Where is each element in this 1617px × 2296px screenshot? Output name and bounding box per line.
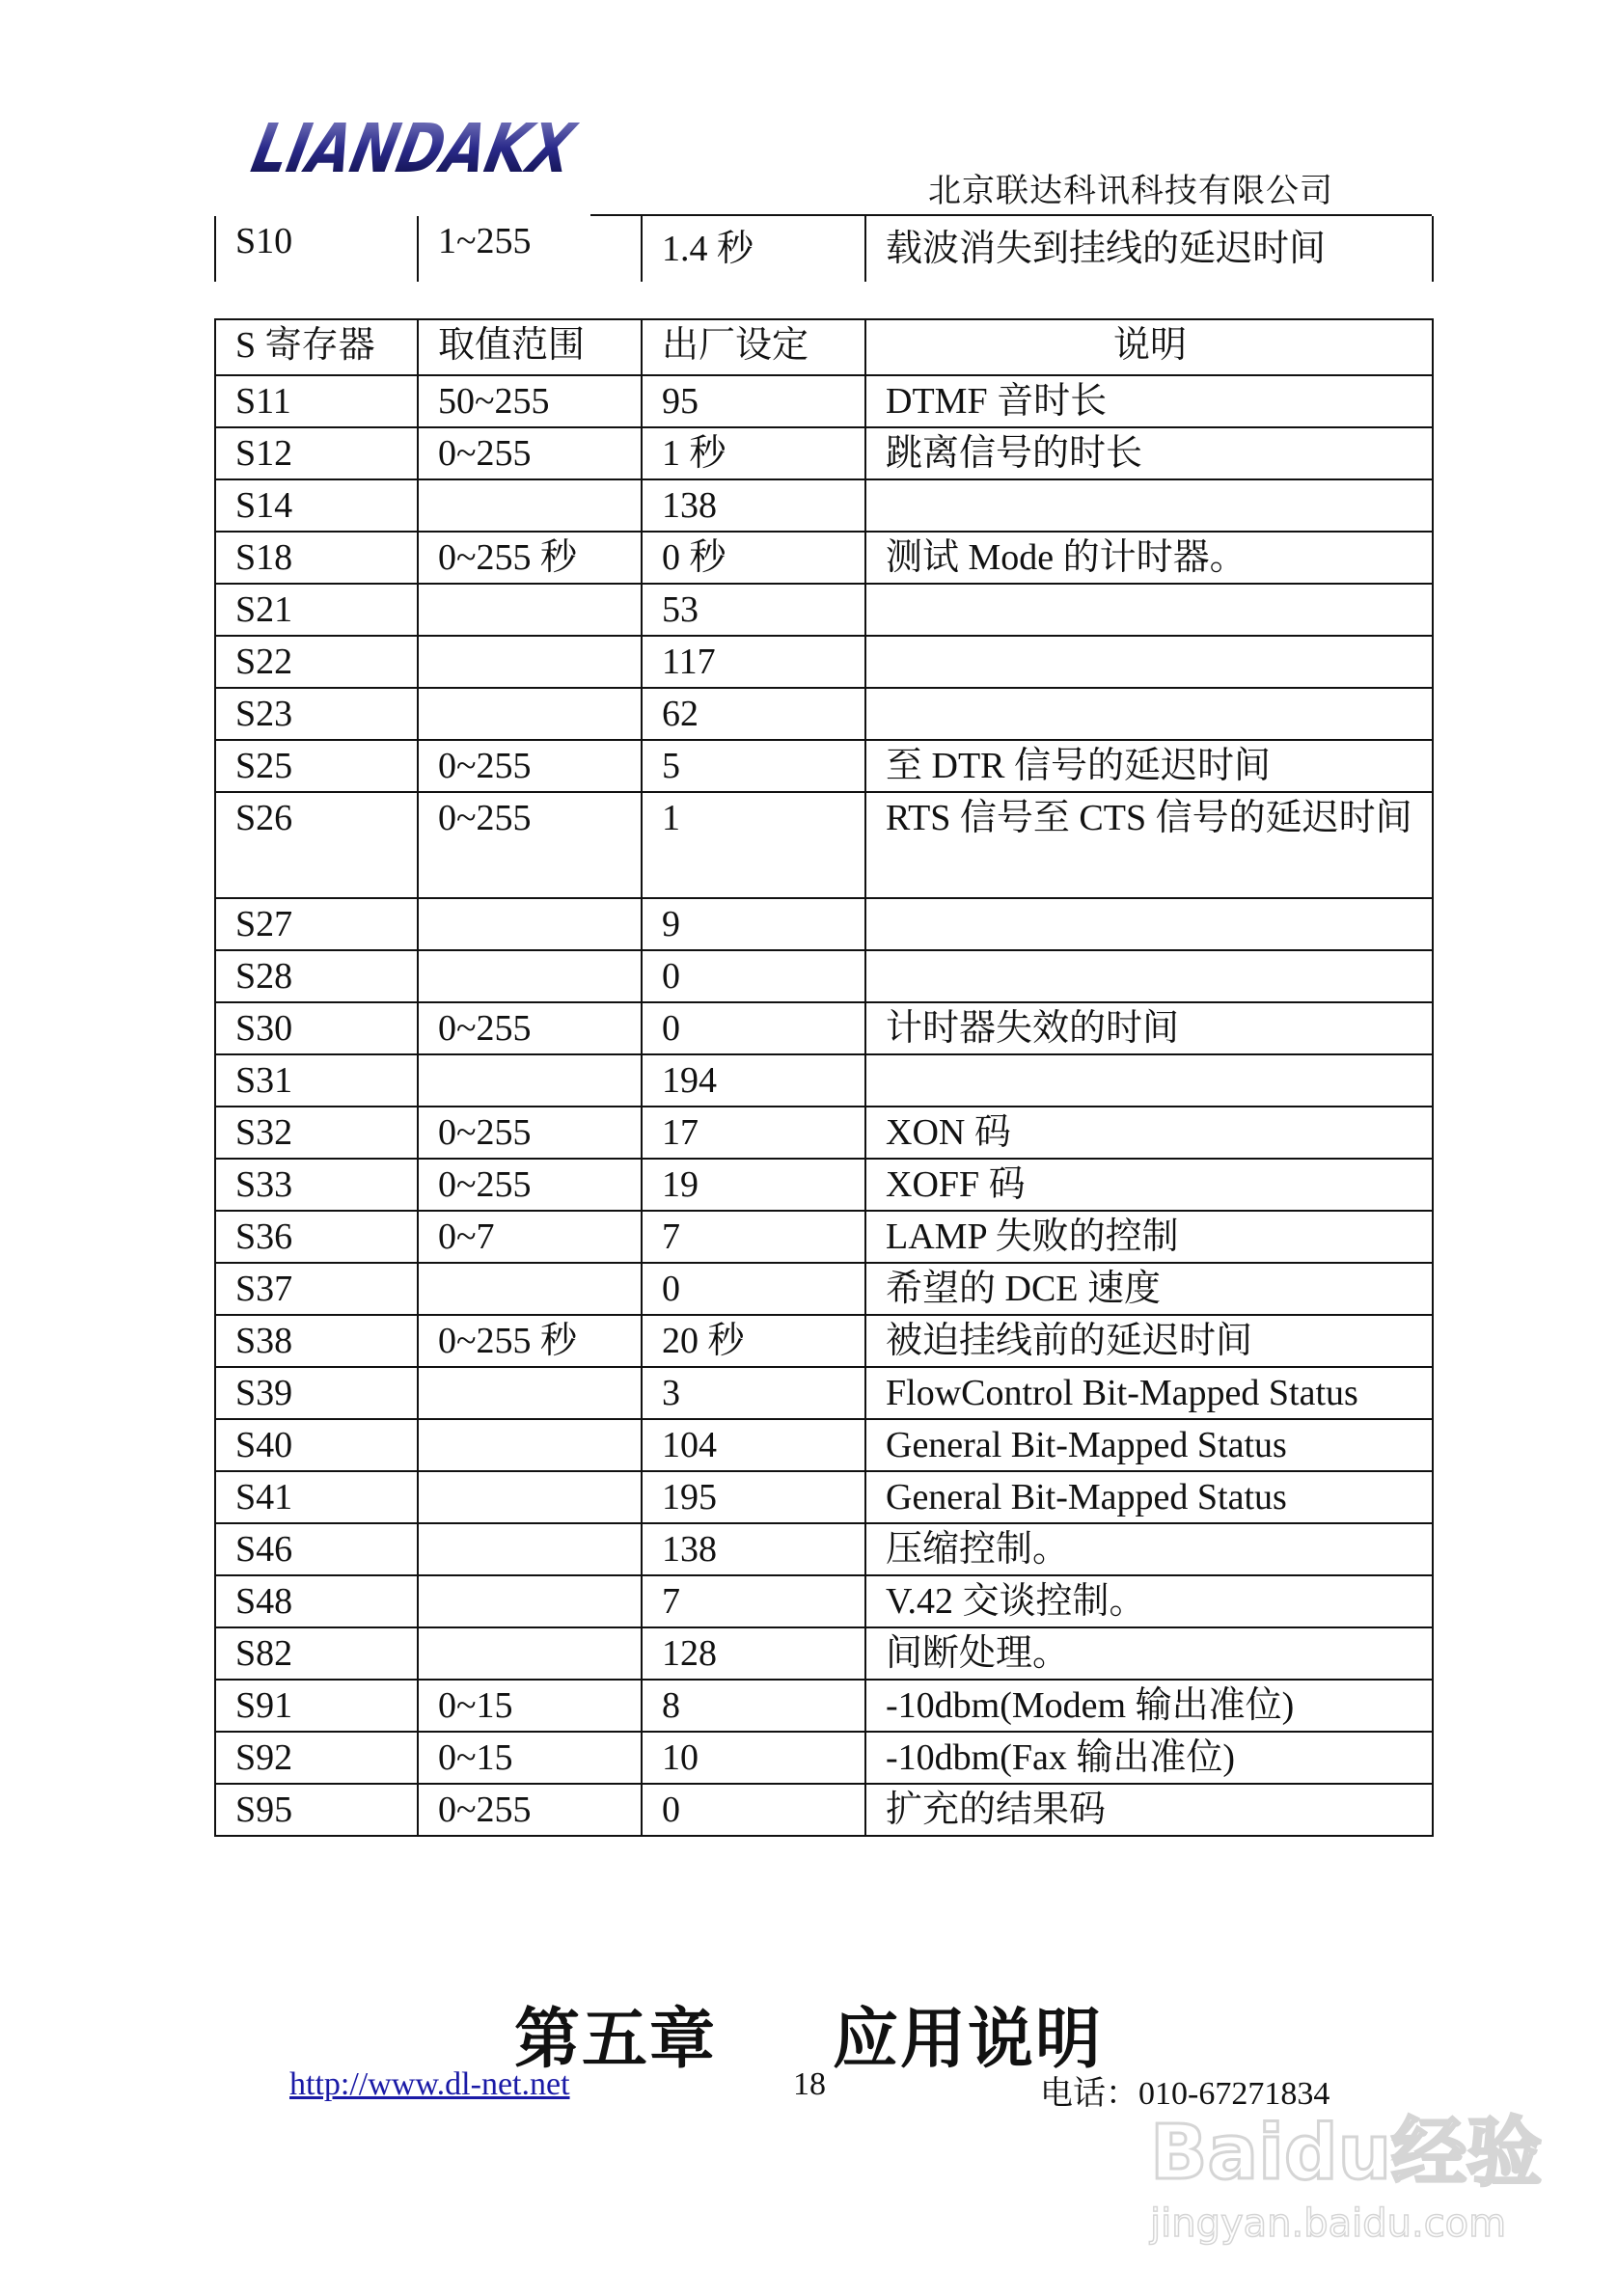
- range-cell: 1~255: [418, 216, 642, 282]
- register-cell: S48: [215, 1575, 418, 1627]
- default-cell: 104: [642, 1419, 865, 1471]
- default-cell: 0: [642, 950, 865, 1002]
- continued-table: [214, 216, 1434, 282]
- default-cell: 0: [642, 1002, 865, 1054]
- table-row: [215, 1315, 1433, 1367]
- svg-text:jingyan.baidu.com: jingyan.baidu.com: [1150, 2201, 1507, 2246]
- table-row: [215, 636, 1433, 688]
- range-cell: [418, 950, 642, 1002]
- register-cell: S41: [215, 1471, 418, 1523]
- column-header: 说明: [865, 319, 1433, 375]
- description-cell: 希望的 DCE 速度: [865, 1263, 1433, 1315]
- description-cell: FlowControl Bit-Mapped Status: [865, 1367, 1433, 1419]
- description-cell: 间断处理。: [865, 1627, 1433, 1680]
- range-cell: 0~255: [418, 1159, 642, 1211]
- register-cell: S21: [215, 584, 418, 636]
- range-cell: [418, 1471, 642, 1523]
- default-cell: 62: [642, 688, 865, 740]
- chapter-number: 第五章: [513, 2002, 717, 2078]
- default-cell: 5: [642, 740, 865, 792]
- range-cell: 0~255: [418, 427, 642, 479]
- description-cell: [865, 950, 1433, 1002]
- table-row: [215, 1575, 1433, 1627]
- table-row: [215, 792, 1433, 898]
- table-row: [215, 1107, 1433, 1159]
- register-cell: S18: [215, 532, 418, 584]
- table-row: [215, 688, 1433, 740]
- description-cell: [865, 584, 1433, 636]
- range-cell: 0~255: [418, 1107, 642, 1159]
- default-cell: 117: [642, 636, 865, 688]
- company-logo: [245, 108, 652, 195]
- table-row: [215, 1054, 1433, 1107]
- range-cell: 0~15: [418, 1680, 642, 1732]
- description-cell: 计时器失效的时间: [865, 1002, 1433, 1054]
- phone-number: 电话：010-67271834: [1040, 2076, 1330, 2112]
- register-cell: S39: [215, 1367, 418, 1419]
- register-cell: S31: [215, 1054, 418, 1107]
- description-cell: XON 码: [865, 1107, 1433, 1159]
- default-cell: 1: [642, 792, 865, 898]
- default-cell: 128: [642, 1627, 865, 1680]
- column-header: 出厂设定: [642, 319, 865, 375]
- default-cell: 7: [642, 1211, 865, 1263]
- register-cell: S23: [215, 688, 418, 740]
- default-cell: 20 秒: [642, 1315, 865, 1367]
- range-cell: [418, 1367, 642, 1419]
- range-cell: 0~255 秒: [418, 1315, 642, 1367]
- range-cell: [418, 584, 642, 636]
- column-header: 取值范围: [418, 319, 642, 375]
- description-cell: General Bit-Mapped Status: [865, 1419, 1433, 1471]
- default-cell: 0: [642, 1784, 865, 1836]
- register-cell: S30: [215, 1002, 418, 1054]
- table-row: [215, 427, 1433, 479]
- range-cell: 0~7: [418, 1211, 642, 1263]
- page-number: 18: [793, 2066, 826, 2102]
- table-row: [215, 1784, 1433, 1836]
- table-row: [215, 1211, 1433, 1263]
- register-cell: S95: [215, 1784, 418, 1836]
- description-cell: LAMP 失败的控制: [865, 1211, 1433, 1263]
- register-cell: S33: [215, 1159, 418, 1211]
- range-cell: 0~255: [418, 740, 642, 792]
- range-cell: [418, 898, 642, 950]
- range-cell: 0~255: [418, 1002, 642, 1054]
- range-cell: [418, 1054, 642, 1107]
- baidu-watermark: [1150, 2091, 1543, 2255]
- svg-text:Baidu经验: Baidu经验: [1150, 2110, 1543, 2197]
- register-cell: S27: [215, 898, 418, 950]
- register-cell: S26: [215, 792, 418, 898]
- register-cell: S32: [215, 1107, 418, 1159]
- register-cell: S10: [215, 216, 418, 282]
- register-cell: S37: [215, 1263, 418, 1315]
- range-cell: 0~255: [418, 1784, 642, 1836]
- default-cell: 19: [642, 1159, 865, 1211]
- table-row: [215, 1732, 1433, 1784]
- range-cell: [418, 1575, 642, 1627]
- column-header: S 寄存器: [215, 319, 418, 375]
- table-row: [215, 532, 1433, 584]
- default-cell: 194: [642, 1054, 865, 1107]
- table-header-row: [215, 319, 1433, 375]
- table-row: [215, 898, 1433, 950]
- table-row: [215, 216, 1433, 282]
- description-cell: RTS 信号至 CTS 信号的延迟时间: [865, 792, 1433, 898]
- default-cell: 9: [642, 898, 865, 950]
- default-cell: 8: [642, 1680, 865, 1732]
- table-row: [215, 375, 1433, 427]
- svg-text:LIANDAKX: LIANDAKX: [245, 108, 652, 188]
- register-cell: S38: [215, 1315, 418, 1367]
- description-cell: [865, 1054, 1433, 1107]
- register-cell: S11: [215, 375, 418, 427]
- register-cell: S25: [215, 740, 418, 792]
- s-register-table: [214, 318, 1434, 1837]
- description-cell: -10dbm(Modem 输出准位): [865, 1680, 1433, 1732]
- default-cell: 17: [642, 1107, 865, 1159]
- default-cell: 138: [642, 1523, 865, 1575]
- table-row: [215, 1419, 1433, 1471]
- description-cell: 测试 Mode 的计时器。: [865, 532, 1433, 584]
- range-cell: 50~255: [418, 375, 642, 427]
- range-cell: 0~255: [418, 792, 642, 898]
- default-cell: 10: [642, 1732, 865, 1784]
- description-cell: V.42 交谈控制。: [865, 1575, 1433, 1627]
- register-cell: S46: [215, 1523, 418, 1575]
- range-cell: [418, 1263, 642, 1315]
- register-cell: S91: [215, 1680, 418, 1732]
- range-cell: [418, 1627, 642, 1680]
- table-body: [215, 319, 1433, 1836]
- description-cell: 跳离信号的时长: [865, 427, 1433, 479]
- description-cell: General Bit-Mapped Status: [865, 1471, 1433, 1523]
- range-cell: [418, 636, 642, 688]
- description-cell: DTMF 音时长: [865, 375, 1433, 427]
- table-row: [215, 950, 1433, 1002]
- description-cell: [865, 688, 1433, 740]
- description-cell: [865, 898, 1433, 950]
- range-cell: [418, 1523, 642, 1575]
- table-row: [215, 1471, 1433, 1523]
- default-cell: 138: [642, 479, 865, 532]
- register-cell: S22: [215, 636, 418, 688]
- description-cell: 至 DTR 信号的延迟时间: [865, 740, 1433, 792]
- register-cell: S12: [215, 427, 418, 479]
- default-cell: 3: [642, 1367, 865, 1419]
- range-cell: [418, 1419, 642, 1471]
- register-cell: S36: [215, 1211, 418, 1263]
- range-cell: [418, 688, 642, 740]
- range-cell: [418, 479, 642, 532]
- table-row: [215, 1523, 1433, 1575]
- default-cell: 0: [642, 1263, 865, 1315]
- description-cell: [865, 636, 1433, 688]
- chapter-title: 应用说明: [833, 2002, 1104, 2078]
- range-cell: 0~255 秒: [418, 532, 642, 584]
- table-row: [215, 1002, 1433, 1054]
- description-cell: -10dbm(Fax 输出准位): [865, 1732, 1433, 1784]
- description-cell: 载波消失到挂线的延迟时间: [865, 216, 1433, 282]
- default-cell: 7: [642, 1575, 865, 1627]
- table-row: [215, 1367, 1433, 1419]
- company-name: 北京联达科讯科技有限公司: [928, 174, 1333, 209]
- register-cell: S92: [215, 1732, 418, 1784]
- register-cell: S82: [215, 1627, 418, 1680]
- default-cell: 1.4 秒: [642, 216, 865, 282]
- description-cell: XOFF 码: [865, 1159, 1433, 1211]
- default-cell: 195: [642, 1471, 865, 1523]
- range-cell: 0~15: [418, 1732, 642, 1784]
- description-cell: 压缩控制。: [865, 1523, 1433, 1575]
- table-row: [215, 1680, 1433, 1732]
- default-cell: 1 秒: [642, 427, 865, 479]
- table-row: [215, 1159, 1433, 1211]
- description-cell: 被迫挂线前的延迟时间: [865, 1315, 1433, 1367]
- default-cell: 95: [642, 375, 865, 427]
- description-cell: [865, 479, 1433, 532]
- table-row: [215, 1263, 1433, 1315]
- table-row: [215, 1627, 1433, 1680]
- register-cell: S40: [215, 1419, 418, 1471]
- default-cell: 53: [642, 584, 865, 636]
- default-cell: 0 秒: [642, 532, 865, 584]
- description-cell: 扩充的结果码: [865, 1784, 1433, 1836]
- table-row: [215, 740, 1433, 792]
- table-row: [215, 584, 1433, 636]
- register-cell: S28: [215, 950, 418, 1002]
- website-link[interactable]: http://www.dl-net.net: [289, 2066, 570, 2102]
- register-cell: S14: [215, 479, 418, 532]
- table-row: [215, 479, 1433, 532]
